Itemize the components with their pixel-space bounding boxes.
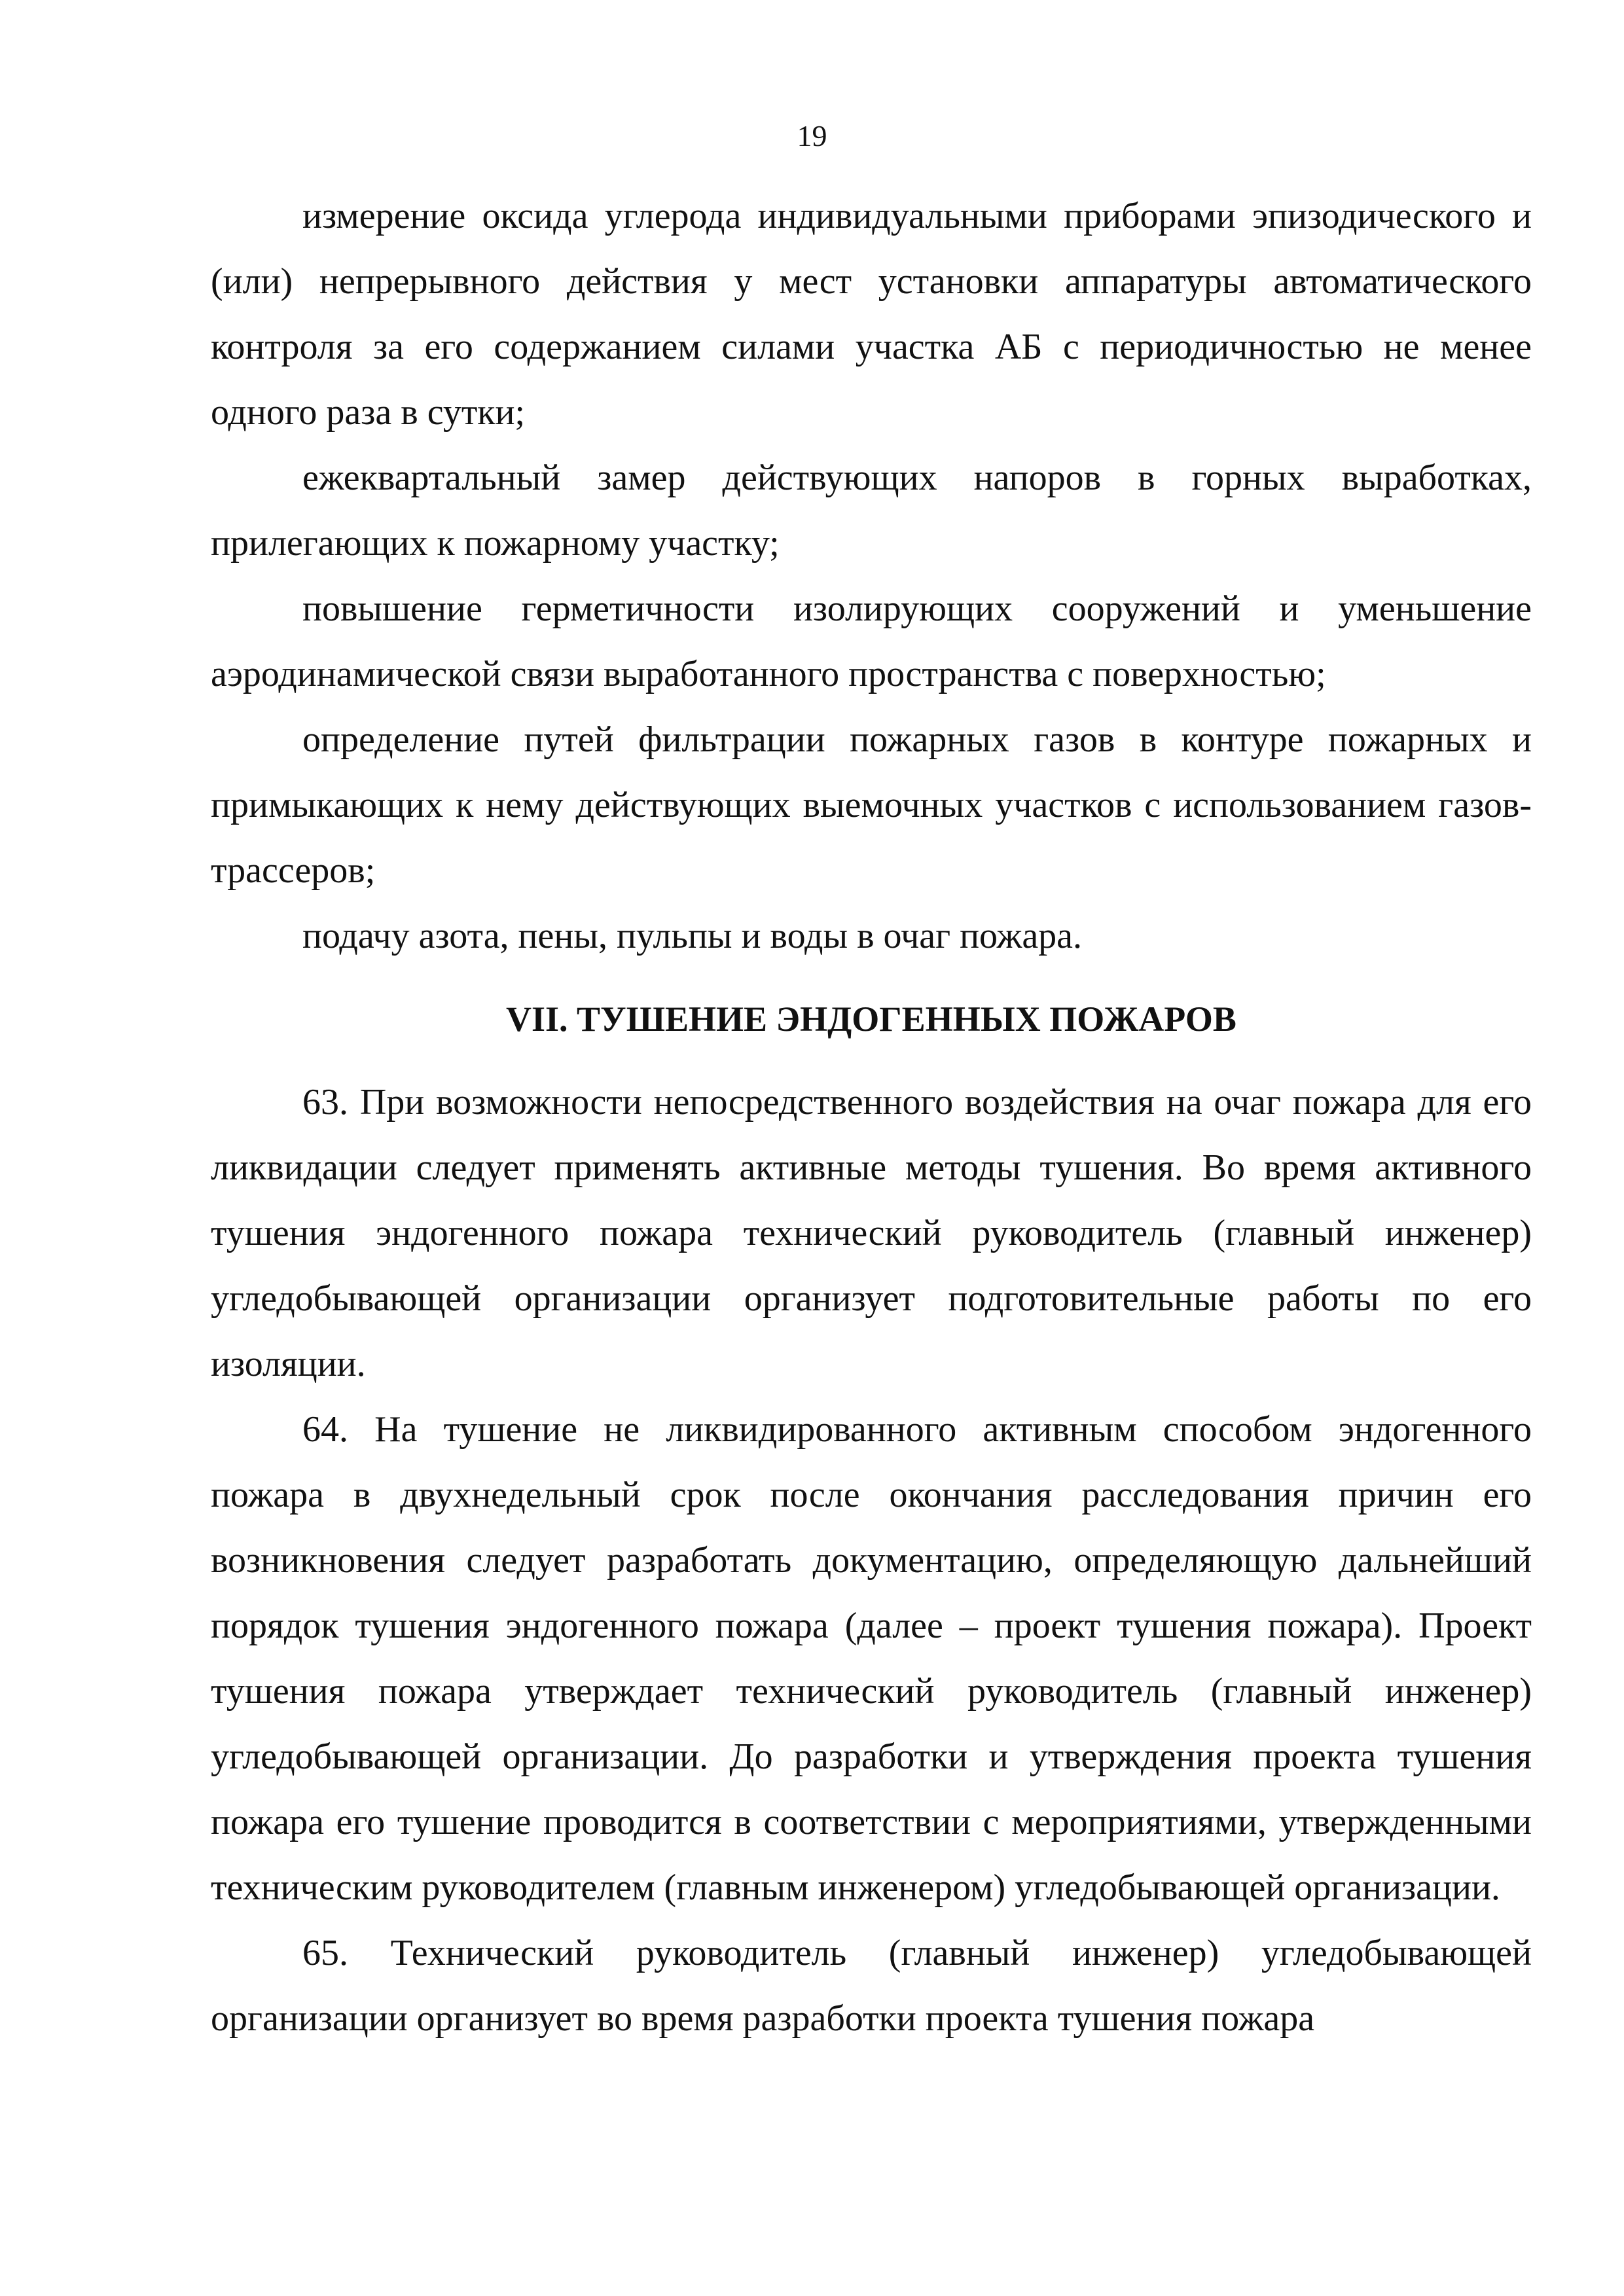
paragraph-pressure-measurement: ежеквартальный замер действующих напоров в горных выработках, прилегающих к пожарному участку;	[211, 457, 1532, 564]
paragraph-63: 63. При возможности непосредственного воздействия на очаг пожара для его ликвидации следует применять активные методы тушения. Во время активного тушения эндогенного пожара технический руководитель (главный инженер) угледобывающей организации организует подготовительные работы по его изоляции.	[211, 1082, 1532, 1384]
paragraph-gas-filtration: определение путей фильтрации пожарных газов в контуре пожарных и примыкающих к нему действующих выемочных участков с использованием газов-трассеров;	[211, 719, 1532, 891]
paragraph-co-measurement: измерение оксида углерода индивидуальными приборами эпизодического и (или) непрерывного действия у мест установки аппаратуры автоматического контроля за его содержанием силами участка АБ с периодичностью не менее одного раза в сутки;	[211, 196, 1532, 433]
paragraph-64: 64. На тушение не ликвидированного активным способом эндогенного пожара в двухнедельный срок после окончания расследования причин его возникновения следует разработать документацию, определяющую дальнейший порядок тушения эндогенного пожара (далее – проект тушения пожара). Проект тушения пожара утверждает технический руководитель (главный инженер) угледобывающей организации. До разработки и утверждения проекта тушения пожара его тушение проводится в соответствии с мероприятиями, утвержденными техническим руководителем (главным инженером) угледобывающей организации.	[211, 1409, 1532, 1908]
page-number: 19	[797, 119, 827, 152]
paragraph-sealing-improvement: повышение герметичности изолирующих сооружений и уменьшение аэродинамической связи выработанного пространства с поверхностью;	[211, 588, 1532, 694]
document-body	[211, 183, 1532, 2051]
paragraph-65: 65. Технический руководитель (главный инженер) угледобывающей организации организует во время разработки проекта тушения пожара	[211, 1933, 1532, 2039]
paragraph-nitrogen-supply: подачу азота, пены, пульпы и воды в очаг пожара.	[302, 916, 1083, 956]
section-heading: VII. ТУШЕНИЕ ЭНДОГЕННЫХ ПОЖАРОВ	[506, 999, 1236, 1039]
